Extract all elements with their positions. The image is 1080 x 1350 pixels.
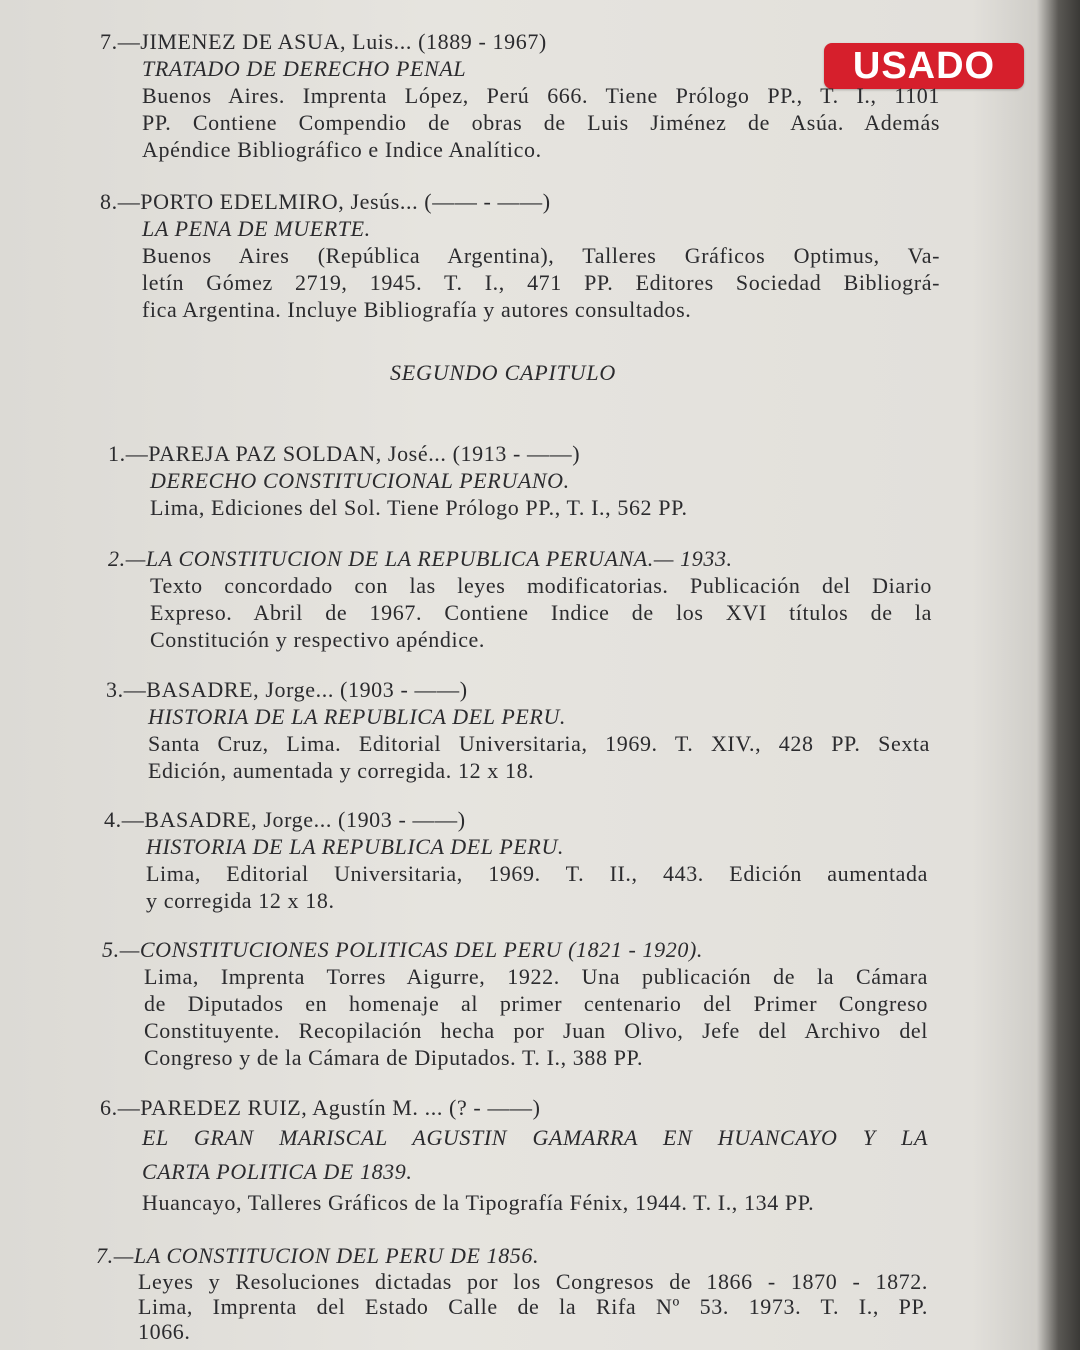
entry-text: y corregida 12 x 18. — [146, 888, 335, 913]
entry-title: CARTA POLITICA DE 1839. — [142, 1159, 413, 1184]
used-badge: USADO — [824, 43, 1024, 89]
entry-title: DERECHO CONSTITUCIONAL PERUANO. — [150, 468, 570, 493]
entry-title: HISTORIA DE LA REPUBLICA DEL PERU. — [148, 704, 567, 729]
entry-text: Constituyente. Recopilación hecha por Juan Olivo, Jefe del Archivo del — [144, 1018, 928, 1043]
bibliography-entry — [104, 806, 928, 914]
entry-text: PP. Contiene Compendio de obras de Luis Jiménez de Asúa. Además — [142, 110, 940, 135]
entry-heading: 2.—LA CONSTITUCION DE LA REPUBLICA PERUANA.— 1933. — [108, 546, 733, 571]
entry-text: Constitución y respectivo apéndice. — [150, 627, 486, 652]
entry-text: Apéndice Bibliográfico e Indice Analítico. — [142, 137, 542, 162]
entry-text: Lima, Imprenta Torres Aigurre, 1922. Una publicación de la Cámara — [144, 964, 928, 989]
entry-heading: 1.—PAREJA PAZ SOLDAN, José... (1913 - ——) — [108, 441, 581, 466]
entry-text: Huancayo, Talleres Gráficos de la Tipografía Fénix, 1944. T. I., 134 PP. — [142, 1190, 815, 1215]
entry-text: 1066. — [138, 1319, 191, 1344]
entry-heading: 7.—JIMENEZ DE ASUA, Luis... (1889 - 1967) — [100, 29, 547, 54]
bibliography-entry — [102, 936, 928, 1071]
entry-text: Lima, Editorial Universitaria, 1969. T. II., 443. Edición aumentada — [146, 861, 928, 886]
bibliography-entry — [100, 28, 940, 163]
bibliography-entry — [106, 676, 930, 784]
entry-text: Leyes y Resoluciones dictadas por los Congresos de 1866 - 1870 - 1872. — [138, 1269, 928, 1294]
entry-title: HISTORIA DE LA REPUBLICA DEL PERU. — [146, 834, 565, 859]
entry-text: Lima, Ediciones del Sol. Tiene Prólogo PP., T. I., 562 PP. — [150, 495, 688, 520]
entry-title: EL GRAN MARISCAL AGUSTIN GAMARRA EN HUANCAYO Y LA — [142, 1125, 928, 1150]
entry-text: Buenos Aires (República Argentina), Talleres Gráficos Optimus, Va- — [142, 243, 940, 268]
entry-heading: 3.—BASADRE, Jorge... (1903 - ——) — [106, 677, 468, 702]
entry-heading: 6.—PAREDEZ RUIZ, Agustín M. ... (? - ——) — [100, 1095, 541, 1120]
entry-text: fica Argentina. Incluye Bibliografía y autores consultados. — [142, 297, 692, 322]
entry-text: Santa Cruz, Lima. Editorial Universitaria, 1969. T. XIV., 428 PP. Sexta — [148, 731, 930, 756]
bibliography-entry — [100, 1094, 928, 1216]
entry-text: Edición, aumentada y corregida. 12 x 18. — [148, 758, 535, 783]
entry-text: Expreso. Abril de 1967. Contiene Indice de los XVI títulos de la — [150, 600, 932, 625]
entry-text: Lima, Imprenta del Estado Calle de la Rifa Nº 53. 1973. T. I., PP. — [138, 1294, 928, 1319]
entry-title: TRATADO DE DERECHO PENAL — [142, 56, 467, 81]
entry-heading: 7.—LA CONSTITUCION DEL PERU DE 1856. — [96, 1243, 540, 1268]
bibliography-entry — [108, 440, 948, 521]
entry-title: LA PENA DE MUERTE. — [142, 216, 371, 241]
entry-text: Texto concordado con las leyes modificatorias. Publicación del Diario — [150, 573, 932, 598]
entry-heading: 4.—BASADRE, Jorge... (1903 - ——) — [104, 807, 466, 832]
entry-heading: 5.—CONSTITUCIONES POLITICAS DEL PERU (1821 - 1920). — [102, 937, 703, 962]
section-heading: SEGUNDO CAPITULO — [390, 360, 617, 385]
bibliography-entry — [108, 545, 932, 653]
entry-text: Congreso y de la Cámara de Diputados. T. I., 388 PP. — [144, 1045, 644, 1070]
entry-text: letín Gómez 2719, 1945. T. I., 471 PP. Editores Sociedad Bibliográ- — [142, 270, 940, 295]
entry-text: de Diputados en homenaje al primer centenario del Primer Congreso — [144, 991, 928, 1016]
entry-heading: 8.—PORTO EDELMIRO, Jesús... (—— - ——) — [100, 189, 551, 214]
bibliography-entry — [96, 1242, 928, 1344]
bibliography-entry — [100, 188, 940, 323]
entry-text: Buenos Aires. Imprenta López, Perú 666. Tiene Prólogo PP., T. I., 1101 — [142, 83, 940, 108]
